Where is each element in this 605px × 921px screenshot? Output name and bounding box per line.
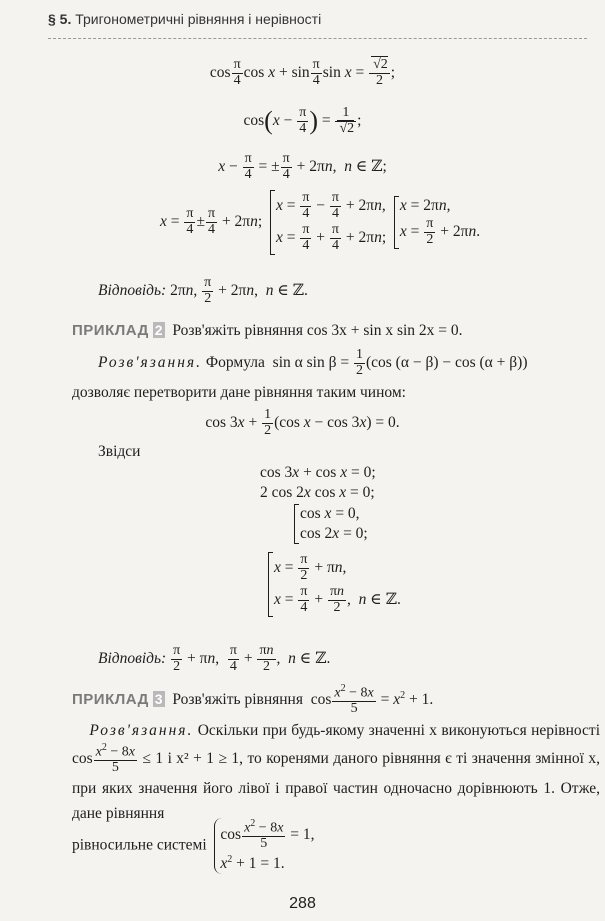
example-3-solution: Розв'язання. Оскільки при будь-якому значенні x виконуються нерівності cos $\frac{x^2 - 8x}{5}$ ≤ 1 і x² + 1 ≥ 1, то коренями даного рівняння є ті значення змінної x, при яких значення його лівої і правої частин одночасно дорівнюють 1. Отже, дане рівняння bbox=[72, 722, 601, 823]
answer-label: Відповідь: bbox=[98, 649, 167, 667]
equation-cos-diff: cos(x − $\frac{\pi}{4}$ ) = $\frac{1}{√2}$ ; bbox=[243, 105, 362, 136]
equation-sum: cos 3x + cos x = 0; bbox=[260, 464, 376, 481]
example-number: 2 bbox=[154, 322, 163, 338]
equation-solution-set: x = $\frac{\pi}{2}$ + πn, x = $\frac{\pi}{4}$ + $\frac{\pi n}{2}$ , n ∈ ℤ. bbox=[268, 552, 401, 617]
equation-x-minus: x − $\frac{\pi}{4}$ = ± $\frac{\pi}{4}$ + 2πn, n ∈ ℤ; bbox=[218, 151, 387, 182]
example-3-task: Розв'яжіть рівняння bbox=[172, 691, 303, 709]
equation-cos-sum: cos $\frac{\pi}{4}$ cos x + sin $\frac{\pi}{4}$ sin x = $\frac{√2}{2}$ ; bbox=[209, 57, 396, 88]
solution-text-2: і x² + 1 ≥ 1, то коренями даного рівняння є ті значення змінної x, при яких значення його лівої і правої частин одночасно дорівнюють 1. Отже, дане рівняння bbox=[72, 750, 600, 823]
example-3-heading: ПРИКЛАД 3 Розв'яжіть рівняння cos $\frac{x^2 - 8x}{5}$ = $x^2 + 1$. bbox=[72, 683, 434, 717]
equation-transformed: cos 3x + $\frac{1}{2}$ (cos x − cos 3x) = 0. bbox=[205, 407, 400, 438]
example-2-transform-text: дозволяє перетворити дане рівняння таким чином: bbox=[72, 384, 406, 401]
equation-cos-set: cos x = 0, cos 2x = 0; bbox=[294, 504, 368, 544]
solution-label: Розв'язання. bbox=[89, 722, 194, 739]
equivalent-system: рівносильне системі cos $\frac{x^2 - 8x}{5}$ = 1, $x^2 + 1 = 1$. bbox=[72, 818, 315, 873]
answer-example-1: Відповідь: 2πn, $\frac{\pi}{2}$ + 2πn, n ∈ ℤ. bbox=[98, 275, 308, 306]
example-2-heading bbox=[72, 322, 463, 340]
answer-example-2: Відповідь: $\frac{\pi}{2}$ + πn, $\frac{\pi}{4}$ + $\frac{\pi n}{2}$ , n ∈ ℤ. bbox=[98, 643, 331, 674]
example-label: ПРИКЛАД bbox=[72, 322, 149, 339]
equation-product: 2 cos 2x cos x = 0; bbox=[260, 484, 375, 501]
hence-word: Звідси bbox=[98, 443, 141, 460]
example-label: ПРИКЛАД bbox=[72, 691, 149, 709]
section-mark: § 5. bbox=[48, 11, 72, 27]
solution-label: Розв'язання. bbox=[98, 353, 203, 371]
solution-text-3: рівносильне системі bbox=[72, 836, 207, 854]
answer-label: Відповідь: bbox=[98, 281, 167, 299]
example-2-solution-line: Розв'язання. Формула sin α sin β = $\frac{1}{2}$ (cos (α − β) − cos (α + β)) bbox=[98, 347, 528, 378]
section-title: Тригонометричні рівняння і нерівності bbox=[75, 11, 322, 27]
example-number: 3 bbox=[154, 691, 163, 708]
header-rule bbox=[48, 38, 587, 39]
page-number: 288 bbox=[289, 895, 316, 912]
example-2-task: Розв'яжіть рівняння cos 3x + sin x sin 2x = 0. bbox=[172, 322, 463, 339]
solution-text-1: Оскільки при будь-якому значенні x виконуються нерівності bbox=[197, 722, 601, 739]
equation-x-set: x = $\frac{\pi}{4}$ ± $\frac{\pi}{4}$ + 2πn; x = $\frac{\pi}{4}$ − $\frac{\pi}{4}$ + 2πn, x = $\frac{\pi}{4}$ + $\frac{\pi}{4}$ + 2πn; x = 2πn, x = $\frac{\pi}{2}$ + 2πn. bbox=[160, 190, 481, 254]
formula-word: Формула bbox=[205, 353, 265, 371]
running-header bbox=[48, 11, 321, 27]
